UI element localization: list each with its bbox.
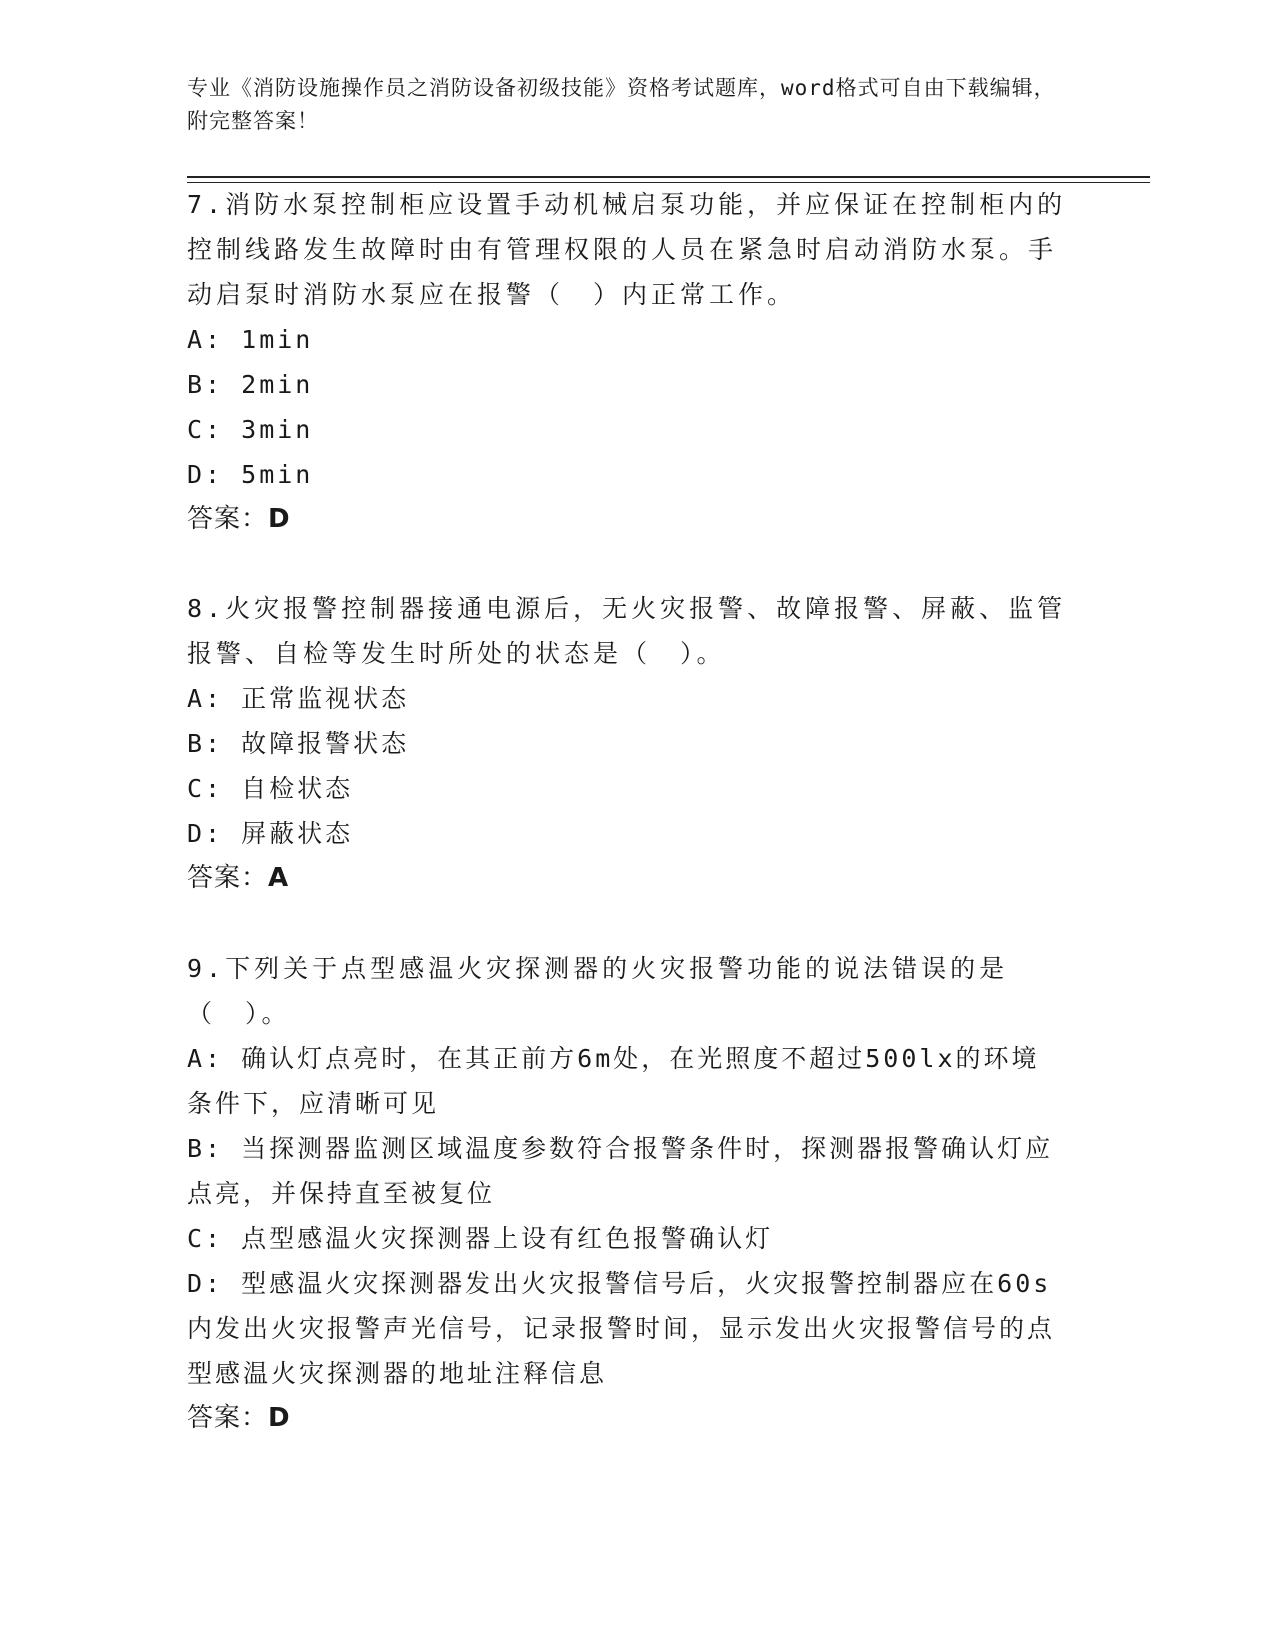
option-b: B: 故障报警状态 bbox=[187, 729, 410, 758]
option-d: D: 屏蔽状态 bbox=[187, 819, 354, 848]
answer-label: 答案： bbox=[187, 1403, 269, 1433]
document-header: 专业《消防设施操作员之消防设备初级技能》资格考试题库，word格式可自由下载编辑，附完整答案！ bbox=[187, 76, 1056, 133]
option-b: B: 当探测器监测区域温度参数符合报警条件时，探测器报警确认灯应点亮，并保持直至被复位 bbox=[187, 1134, 1054, 1208]
answer-line bbox=[187, 1396, 1067, 1441]
option-c: C: 自检状态 bbox=[187, 774, 354, 803]
option-c: C: 点型感温火灾探测器上设有红色报警确认灯 bbox=[187, 1224, 774, 1253]
question-8 bbox=[187, 586, 1067, 901]
option-a: A: 正常监视状态 bbox=[187, 684, 410, 713]
option-c: C: 3min bbox=[187, 415, 314, 444]
answer-value: D bbox=[268, 504, 291, 534]
answer-value: A bbox=[268, 863, 290, 893]
question-stem: 9.下列关于点型感温火灾探测器的火灾报警功能的说法错误的是（ ）。 bbox=[187, 954, 1009, 1028]
answer-line bbox=[187, 856, 1067, 901]
option-a: A: 确认灯点亮时，在其正前方6m处，在光照度不超过500lx的环境条件下，应清晰可见 bbox=[187, 1044, 1040, 1118]
option-d: D: 型感温火灾探测器发出火灾报警信号后，火灾报警控制器应在60s内发出火灾报警声光信号，记录报警时间，显示发出火灾报警信号的点型感温火灾探测器的地址注释信息 bbox=[187, 1269, 1056, 1388]
question-stem: 7.消防水泵控制柜应设置手动机械启泵功能，并应保证在控制柜内的控制线路发生故障时由有管理权限的人员在紧急时启动消防水泵。手动启泵时消防水泵应在报警（ ）内正常工作。 bbox=[187, 190, 1067, 309]
answer-value: D bbox=[268, 1403, 291, 1433]
option-d: D: 5min bbox=[187, 460, 314, 489]
answer-line bbox=[187, 497, 1067, 542]
question-7 bbox=[187, 182, 1067, 542]
question-stem: 8.火灾报警控制器接通电源后，无火灾报警、故障报警、屏蔽、监管报警、自检等发生时所处的状态是（ ）。 bbox=[187, 594, 1067, 668]
answer-label: 答案： bbox=[187, 863, 269, 893]
option-a: A: 1min bbox=[187, 325, 314, 354]
question-9 bbox=[187, 946, 1067, 1441]
answer-label: 答案： bbox=[187, 504, 269, 534]
option-b: B: 2min bbox=[187, 370, 314, 399]
header-divider bbox=[187, 176, 1150, 178]
